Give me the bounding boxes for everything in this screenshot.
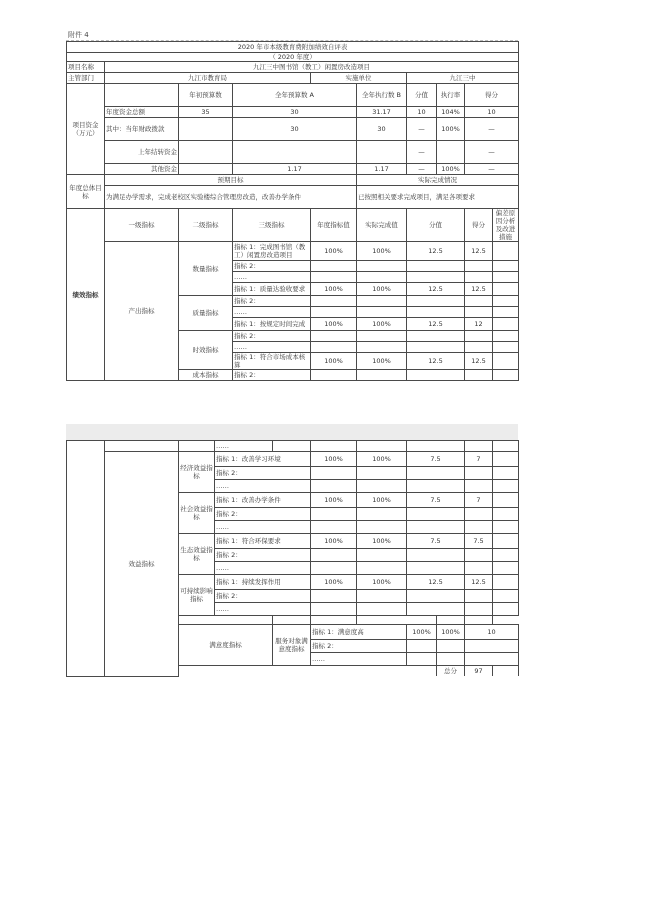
total-spacer: [179, 666, 437, 677]
indicators-section-cont: [67, 441, 105, 677]
econ-dots: ……: [215, 480, 311, 493]
satisfaction-dots: ……: [311, 653, 407, 666]
funds-carry-label: 上年结转资金: [105, 141, 179, 164]
funds-empty-header: [105, 84, 179, 107]
funds-total-label: 年度资金总额: [105, 107, 179, 118]
funds-h-points: 得分: [465, 84, 519, 107]
funds-current-points: —: [465, 118, 519, 141]
sustain-idx1: 指标 1：持续发挥作用: [215, 575, 311, 590]
quality-idx2: 指标 2：: [233, 296, 311, 307]
sustain-idx1-target: 100%: [311, 575, 357, 590]
social-idx2: 指标 2：: [215, 508, 311, 521]
evaluation-sheet: [66, 30, 518, 381]
satisfaction-idx1: 指标 1：满意度高: [311, 625, 407, 640]
project-name-label: 项目名称: [67, 62, 105, 73]
econ-idx1-score: 7.5: [407, 452, 465, 467]
eco-idx1-target: 100%: [311, 534, 357, 549]
quantity-idx1-score: 12.5: [407, 242, 465, 261]
cost-indicator-label: 成本指标: [179, 370, 233, 381]
funds-h-full: 全年预算数 A: [233, 84, 357, 107]
evaluation-table-top: [66, 41, 519, 381]
satisfaction-idx2: 指标 2：: [311, 640, 407, 653]
ind-h-actual: 实际完成值: [357, 209, 407, 242]
ind-h-l3: 三级指标: [233, 209, 311, 242]
funds-current-score: —: [407, 118, 437, 141]
effect-indicator-label: 效益指标: [105, 452, 179, 677]
sustain-idx2: 指标 2：: [215, 590, 311, 603]
time-idx1-score: 12.5: [407, 318, 465, 331]
goals-label: 年度总体目标: [67, 175, 105, 209]
evaluation-table-bottom: [66, 440, 519, 677]
time-dots: ……: [233, 342, 311, 353]
quality-dots: ……: [233, 307, 311, 318]
ind-h-l2: 二级指标: [179, 209, 233, 242]
satisfaction-idx1-score: 10: [465, 625, 519, 640]
quality-idx1-score: 12.5: [407, 283, 465, 296]
eco-idx1-actual: 100%: [357, 534, 407, 549]
eco-idx1: 指标 1：符合环保要求: [215, 534, 311, 549]
time-idx1-actual: 100%: [357, 318, 407, 331]
quality-idx1-points: 12.5: [465, 283, 493, 296]
cost-dots: ……: [215, 441, 273, 452]
funds-carry-full: [233, 141, 357, 164]
econ-idx1-target: 100%: [311, 452, 357, 467]
funds-current-full: 30: [233, 118, 357, 141]
form-title: 2020 年市本级教育费附加绩效自评表: [67, 42, 519, 53]
quantity-indicator-label: 数量指标: [179, 242, 233, 296]
econ-idx2: 指标 2：: [215, 467, 311, 480]
ind-h-target: 年度指标值: [311, 209, 357, 242]
social-dots: ……: [215, 521, 311, 534]
funds-other-initial: [179, 164, 233, 175]
dept-value: 九江市教育局: [105, 73, 311, 84]
funds-other-rate: 100%: [437, 164, 465, 175]
cost-idx1-score: 12.5: [407, 353, 465, 370]
time-idx1: 指标 1：按规定时间完成: [233, 318, 311, 331]
eco-idx2: 指标 2：: [215, 549, 311, 562]
funds-total-score: 10: [407, 107, 437, 118]
project-name: 九江三中图书馆（教工）闲置房改造项目: [105, 62, 519, 73]
quantity-idx1-actual: 100%: [357, 242, 407, 261]
social-idx1-target: 100%: [311, 493, 357, 508]
social-idx1-score: 7.5: [407, 493, 465, 508]
ind-h-reason: 偏差原因分析及改进措施: [493, 209, 519, 242]
funds-other-points: —: [465, 164, 519, 175]
cost-idx1-target: 100%: [311, 353, 357, 370]
time-idx1-points: 12: [465, 318, 493, 331]
econ-idx1: 指标 1：改善学习环境: [215, 452, 311, 467]
funds-carry-initial: [179, 141, 233, 164]
funds-total-initial: 35: [179, 107, 233, 118]
goals-expected-header: 预期目标: [105, 175, 357, 186]
funds-current-label: 其中：当年财政拨款: [105, 118, 179, 141]
satisfaction-idx1-target: 100%: [407, 625, 437, 640]
satisfaction-idx1-actual: 100%: [437, 625, 465, 640]
dept-label: 主管部门: [67, 73, 105, 84]
quality-idx1-target: 100%: [311, 283, 357, 296]
time-idx1-target: 100%: [311, 318, 357, 331]
funds-carry-points: —: [465, 141, 519, 164]
time-idx2: 指标 2：: [233, 331, 311, 342]
social-idx1: 指标 1：改善办学条件: [215, 493, 311, 508]
total-label: 总分: [437, 666, 465, 677]
econ-indicator-label: 经济效益指标: [179, 452, 215, 493]
sustain-idx1-points: 12.5: [465, 575, 493, 590]
funds-group-label: 项目资金（万元）: [67, 84, 105, 175]
social-indicator-label: 社会效益指标: [179, 493, 215, 534]
total-value: 97: [465, 666, 493, 677]
funds-h-score: 分值: [407, 84, 437, 107]
funds-total-exec: 31.17: [357, 107, 407, 118]
quantity-idx1: 指标 1：完成图书馆（教工）闲置房改造项目: [233, 242, 311, 261]
goals-expected-text: 为满足办学需求，完成老校区实验楼综合管理房改造，改善办学条件: [105, 186, 357, 209]
form-year: （ 2020 年度）: [67, 53, 519, 62]
funds-other-full: 1.17: [233, 164, 357, 175]
goals-actual-text: 已按照相关要求完成项目，满足各项要求: [357, 186, 519, 209]
funds-carry-rate: [437, 141, 465, 164]
time-indicator-label: 时效指标: [179, 331, 233, 370]
cost-cont: [179, 441, 215, 452]
eco-idx1-points: 7.5: [465, 534, 493, 549]
evaluation-sheet-continued: [66, 440, 518, 677]
funds-total-full: 30: [233, 107, 357, 118]
ind-h-l1: 一级指标: [105, 209, 179, 242]
output-indicator-label: 产出指标: [105, 242, 179, 381]
eco-indicator-label: 生态效益指标: [179, 534, 215, 575]
ind-h-points: 得分: [465, 209, 493, 242]
funds-carry-exec: [357, 141, 407, 164]
indicators-section-label: 绩效指标: [67, 209, 105, 381]
quantity-dots: ……: [233, 272, 311, 283]
page-break-gap: [66, 424, 518, 440]
sustain-indicator-label: 可持续影响指标: [179, 575, 215, 616]
quality-idx1-actual: 100%: [357, 283, 407, 296]
impl-value: 九江三中: [407, 73, 519, 84]
sustain-idx1-score: 12.5: [407, 575, 465, 590]
funds-carry-score: —: [407, 141, 437, 164]
goals-actual-header: 实际完成情况: [357, 175, 519, 186]
funds-h-initial: 年初预算数: [179, 84, 233, 107]
funds-current-initial: [179, 118, 233, 141]
cost-idx2: 指标 2：: [233, 370, 311, 381]
funds-h-exec: 全年执行数 B: [357, 84, 407, 107]
funds-current-exec: 30: [357, 118, 407, 141]
quantity-idx1-target: 100%: [311, 242, 357, 261]
ind-h-score: 分值: [407, 209, 465, 242]
sustain-idx1-actual: 100%: [357, 575, 407, 590]
funds-total-points: 10: [465, 107, 519, 118]
eco-dots: ……: [215, 562, 311, 575]
quantity-idx1-reason: [493, 242, 519, 261]
econ-idx1-actual: 100%: [357, 452, 407, 467]
quantity-idx2: 指标 2：: [233, 261, 311, 272]
satisfaction-indicator-label: 满意度指标: [179, 625, 273, 666]
social-idx1-actual: 100%: [357, 493, 407, 508]
funds-h-rate: 执行率: [437, 84, 465, 107]
eco-idx1-score: 7.5: [407, 534, 465, 549]
funds-other-label: 其他资金: [105, 164, 179, 175]
cost-idx1-points: 12.5: [465, 353, 493, 370]
sustain-dots: ……: [215, 603, 311, 616]
satisfaction-sub-label: 服务对象满意度指标: [273, 625, 311, 666]
cost-idx1-actual: 100%: [357, 353, 407, 370]
attachment-label: 附件 4: [66, 30, 518, 41]
cost-idx1: 指标 1：符合市场成本核算: [233, 353, 311, 370]
funds-current-rate: 100%: [437, 118, 465, 141]
funds-other-score: —: [407, 164, 437, 175]
impl-label: 实施单位: [311, 73, 407, 84]
quantity-idx1-points: 12.5: [465, 242, 493, 261]
funds-total-rate: 104%: [437, 107, 465, 118]
output-cont: [105, 441, 179, 452]
funds-other-exec: 1.17: [357, 164, 407, 175]
quality-indicator-label: 质量指标: [179, 296, 233, 331]
social-idx1-points: 7: [465, 493, 493, 508]
econ-idx1-points: 7: [465, 452, 493, 467]
quality-idx1: 指标 1：质量达验收要求: [233, 283, 311, 296]
